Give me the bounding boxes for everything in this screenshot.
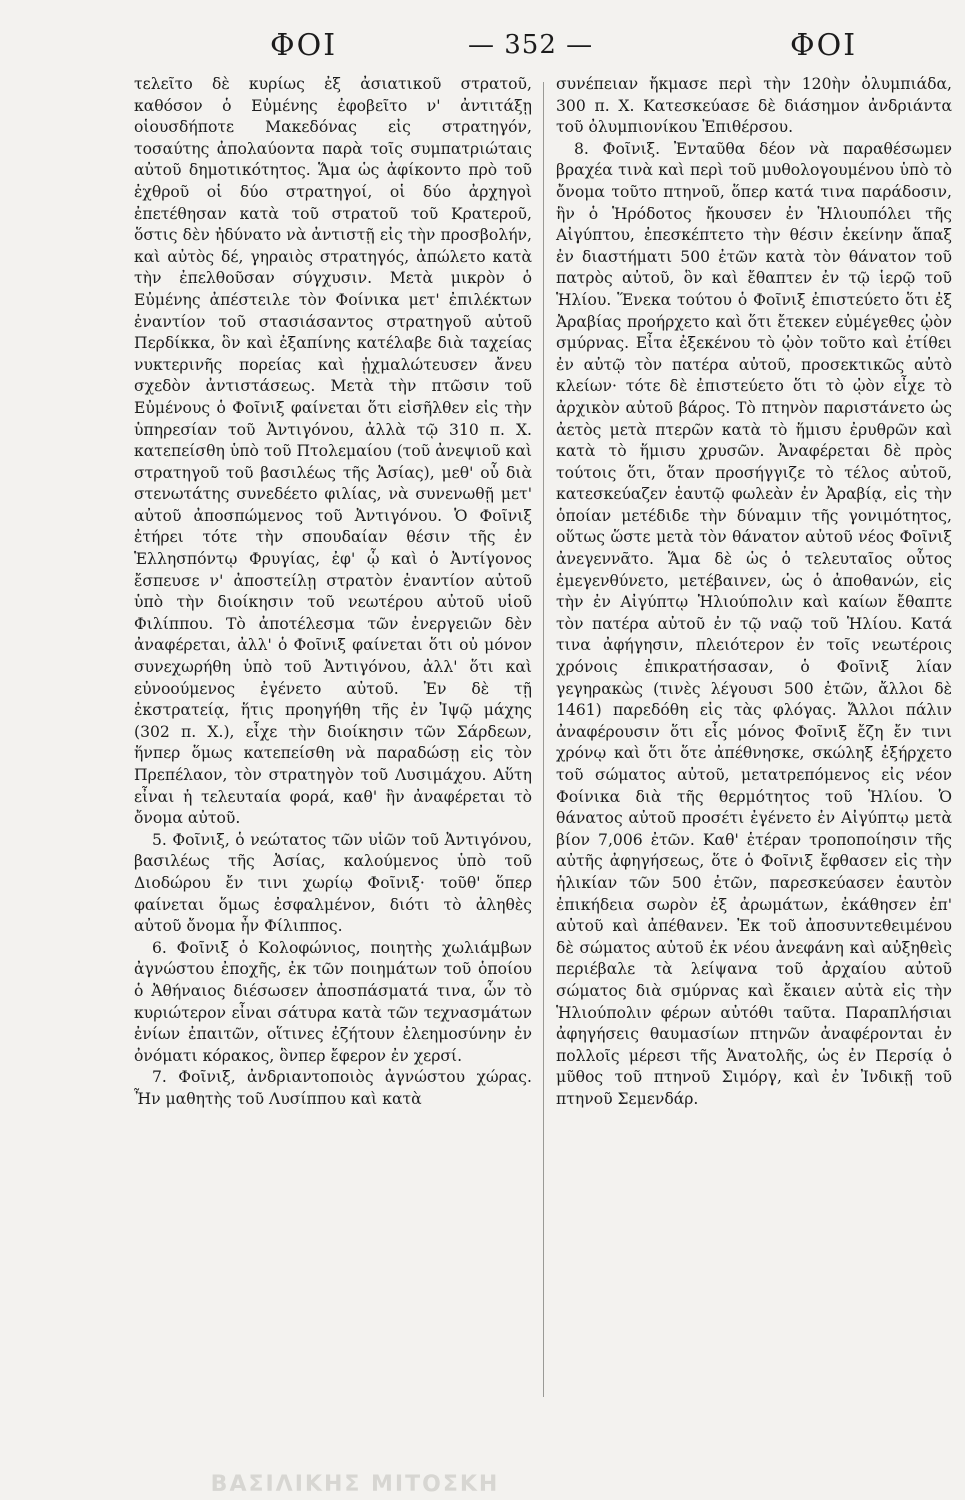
entry-7: 7. Φοῖνιξ, ἀνδριαντοποιὸς ἀγνώστου χώρας. Ἦν μαθητὴς τοῦ Λυσίππου καὶ κατὰ xyxy=(134,1068,532,1108)
page-number: — 352 — xyxy=(468,30,594,60)
paragraph: τελεῖτο δὲ κυρίως ἐξ ἀσιατικοῦ στρατοῦ, καθόσον ὁ Εὐμένης ἐφοβεῖτο ν' ἀντιτάξῃ οἱουσδήποτε Μακεδόνας εἰς στρατηγόν, τοσαύτης ἀπολαύοντα παρὰ τοῖς συμπατριώταις αὐτοῦ δημοτικότητος. Ἅμα ὡς ἀφίκοντο πρὸ τοῦ ἐχθροῦ οἱ δύο στρατηγοί, οἱ δύο ἀρχηγοὶ ἐπετέθησαν κατὰ τοῦ στρατοῦ τοῦ Κρατεροῦ, ὅστις δὲν ἠδύνατο νὰ ἀντιστῇ εἰς τὴν προσβολήν, καὶ αὐτὸς δέ, γηραιὸς στρατηγός, ἀπώλετο κατὰ τὴν ἐπελθοῦσαν σύγχυσιν. Μετὰ μικρὸν ὁ Εὐμένης ἀπέστειλε τὸν Φοίνικα μετ' ἐπιλέκτων ἐναντίον τοῦ στασιάσαντος στρατηγοῦ αὐτοῦ Περδίκκα, ὃν καὶ ἐξαπίνης κατέλαβε διὰ ταχείας νυκτερινῆς πορείας καὶ ᾐχμαλώτευσεν ἄνευ σχεδὸν ἀντιστάσεως. Μετὰ τὴν πτῶσιν τοῦ Εὐμένους ὁ Φοῖνιξ φαίνεται ὅτι εἰσῆλθεν εἰς τὴν ὑπηρεσίαν τοῦ Ἀντιγόνου, ἀλλὰ τῷ 310 π. Χ. κατεπείσθη ὑπὸ τοῦ Πτολεμαίου (τοῦ ἀνεψιοῦ καὶ στρατηγοῦ τοῦ βασιλέως τῆς Ἀσίας), μεθ' οὗ διὰ στενωτάτης συνεδέετο φιλίας, νὰ συνενωθῇ μετ' αὐτοῦ ἀποσπώμενος τοῦ Ἀντιγόνου. Ὁ Φοῖνιξ ἐτήρει τότε τὴν σπουδαίαν θέσιν τῆς ἐν Ἑλλησπόντῳ Φρυγίας, ἐφ' ᾧ καὶ ὁ Ἀντίγονος ἔσπευσε ν' ἀποστείλῃ στρατὸν ἐναντίον αὐτοῦ ὑπὸ τὴν διοίκησιν τοῦ νεωτέρου αὐτοῦ υἱοῦ Φιλίππου. Τὸ ἀποτέλεσμα τῶν ἐνεργειῶν δὲν ἀναφέρεται, ἀλλ' ὁ Φοῖνιξ φαίνεται ὅτι οὐ μόνον συνεχωρήθη ὑπὸ τοῦ Ἀντιγόνου, ἀλλ' ὅτι καὶ εὐνοούμενος ἐγένετο αὐτοῦ. Ἐν δὲ τῇ ἐκστρατείᾳ, ἥτις προηγήθη τῆς ἐν Ἰψῷ μάχης (302 π. Χ.), εἶχε τὴν διοίκησιν τῶν Σάρδεων, ἥνπερ ὅμως κατεπείσθη νὰ παραδώσῃ εἰς τὸν Πρεπέλαον, τὸν στρατηγὸν τοῦ Λυσιμάχου. Αὕτη εἶναι ἡ τελευταία φορά, καθ' ἣν ἀναφέρεται τὸ ὄνομα αὐτοῦ. xyxy=(134,75,532,828)
header-entry-left: ΦΟΙ xyxy=(270,28,338,63)
left-column xyxy=(134,74,532,1111)
entry-8: 8. Φοῖνιξ. Ἐνταῦθα δέον νὰ παραθέσωμεν βραχέα τινὰ καὶ περὶ τοῦ μυθολογουμένου ὑπὸ τὸ ὄνομα τοῦτο πτηνοῦ, ὅπερ κατά τινα παράδοσιν, ἣν ὁ Ἡρόδοτος ἤκουσεν ἐν Ἡλιουπόλει τῆς Αἰγύπτου, ἐπεσκέπτετο τὴν θέσιν ἐκείνην ἅπαξ ἐν διαστήματι 500 ἐτῶν κατὰ τὸν θάνατον τοῦ πατρὸς αὐτοῦ, ὃν καὶ ἔθαπτεν ἐν τῷ ἱερῷ τοῦ Ἡλίου. Ἕνεκα τούτου ὁ Φοῖνιξ ἐπιστεύετο ὅτι ἐξ Ἀραβίας προήρχετο καὶ ὅτι ἔτεκεν εὐμέγεθες ᾠὸν σμύρνας. Εἶτα ἐξεκένου τὸ ᾠὸν τοῦτο καὶ ἐτίθει ἐν αὐτῷ τὸν πατέρα αὐτοῦ, προσεκτικῶς αὐτὸ κλείων· τότε δὲ ἐπιστεύετο ὅτι τὸ ᾠὸν εἶχε τὸ ἀρχικὸν αὐτοῦ βάρος. Τὸ πτηνὸν παριστάνετο ὡς ἀετὸς μετὰ πτερῶν κατὰ τὸ ἥμισυ ἐρυθρῶν καὶ κατὰ τὸ ἥμισυ χρυσῶν. Ἀναφέρεται δὲ πρὸς τούτοις ὅτι, ὅταν προσήγγιζε τὸ τέλος αὐτοῦ, κατεσκεύαζεν ἑαυτῷ φωλεὰν ἐν Ἀραβίᾳ, εἰς τὴν ὁποίαν μετέδιδε τὴν δύναμιν τῆς γονιμότητος, οὕτως ὥστε μετὰ τὸν θάνατον αὐτοῦ νέος Φοῖνιξ ἀνεγεννᾶτο. Ἅμα δὲ ὡς ὁ τελευταῖος οὗτος ἐμεγενθύνετο, μετέβαινεν, ὡς ὁ ἀποθανών, εἰς τὴν ἐν Αἰγύπτῳ Ἡλιούπολιν καὶ καίων ἔθαπτε τὸν πατέρα αὐτοῦ ἐν τῷ ναῷ τοῦ Ἡλίου. Κατά τινα ἀφήγησιν, πλειότερον ἐν τοῖς νεωτέροις χρόνοις ἐπικρατήσασαν, ὁ Φοῖνιξ λίαν γεγηρακὼς (τινὲς λέγουσι 500 ἐτῶν, ἄλλοι δὲ 1461) παρεδόθη εἰς τὰς φλόγας. Ἄλλοι πάλιν ἀναφέρουσιν ὅτι εἷς μόνος Φοῖνιξ ἔζη ἔν τινι χρόνῳ καὶ ὅτι ὅτε ἀπέθνησκε, σκώληξ ἐξήρχετο τοῦ σώματος αὐτοῦ, μετατρεπόμενος εἰς νέον Φοίνικα διὰ τῆς θερμότητος τοῦ Ἡλίου. Ὁ θάνατος αὐτοῦ προσέτι ἐγένετο ἐν Αἰγύπτῳ μετὰ βίον 7,006 ἐτῶν. Καθ' ἑτέραν τροποποίησιν τῆς αὐτῆς ἀφηγήσεως, ὅτε ὁ Φοῖνιξ ἔφθασεν εἰς τὴν ἡλικίαν τῶν 500 ἐτῶν, παρεσκεύασεν ἑαυτὸν ἐπικήδεια σωρὸν ἐξ ἀρωμάτων, ἐκάθησεν ἐπ' αὐτοῦ καὶ ἀπέθανεν. Ἐκ τοῦ ἀποσυντεθειμένου δὲ σώματος αὐτοῦ ἐκ νέου ἀνεφάνη καὶ αὐξηθεὶς περιέβαλε τὰ λείψανα τοῦ ἀρχαίου αὐτοῦ σώματος διὰ σμύρνας καὶ ἔκαιεν αὐτὰ εἰς τὴν Ἡλιούπολιν φέρων αὐτόθι ταῦτα. Παραπλήσιαι ἀφηγήσεις θαυμασίων πτηνῶν ἀναφέρονται ἐν πολλοῖς μέρεσι τῆς Ἀνατολῆς, ὡς ἐν Περσίᾳ ὁ μῦθος τοῦ πτηνοῦ Σιμόργ, καὶ ἐν Ἰνδικῇ τοῦ πτηνοῦ Σεμενδάρ. xyxy=(556,139,952,1108)
entry-5: 5. Φοῖνιξ, ὁ νεώτατος τῶν υἱῶν τοῦ Ἀντιγόνου, βασιλέως τῆς Ἀσίας, καλούμενος ὑπὸ τοῦ Διοδώρου ἔν τινι χωρίῳ Φοῖνιξ· τοῦθ' ὅπερ φαίνεται ὅμως ἐσφαλμένον, διότι τὸ ἀληθὲς αὐτοῦ ὄνομα ἦν Φίλιππος. xyxy=(134,830,532,936)
right-column xyxy=(556,74,952,1111)
watermark: ΒΑΣΙΛΙΚΗΣ ΜΙΤΟΣΚΗ xyxy=(210,1472,500,1497)
entry-6: 6. Φοῖνιξ ὁ Κολοφώνιος, ποιητὴς χωλιάμβων ἀγνώστου ἐποχῆς, ἐκ τῶν ποιημάτων τοῦ ὁποίου ὁ Ἀθήναιος διέσωσεν ἀποσπάσματά τινα, ὧν τὸ κυριώτερον εἶναι σάτυρα κατὰ τῶν τεχνασμάτων ἐνίων ἐπαιτῶν, οἵτινες ἐζήτουν ἐλεημοσύνην ἐν ὀνόματι κόρακος, ὃνπερ ἔφερον ἐν χερσί. xyxy=(134,938,532,1065)
paragraph: συνέπειαν ἤκμασε περὶ τὴν 120ὴν ὀλυμπιάδα, 300 π. Χ. Κατεσκεύασε δὲ διάσημον ἀνδριάντα τοῦ ὀλυμπιονίκου Ἐπιθέρσου. xyxy=(556,75,952,137)
page-header xyxy=(0,28,965,78)
header-entry-right: ΦΟΙ xyxy=(790,28,858,63)
column-divider xyxy=(543,82,544,1397)
